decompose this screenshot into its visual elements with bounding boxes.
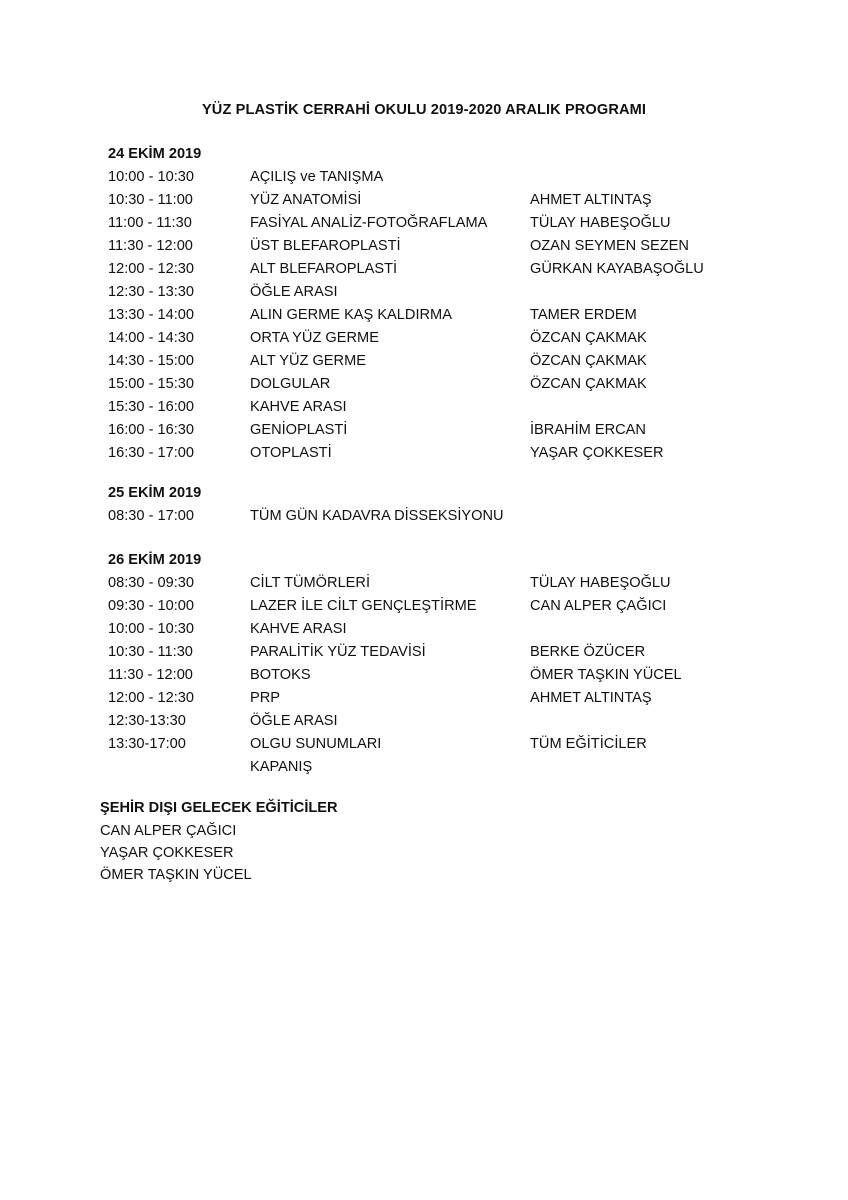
session-time: 12:00 - 12:30 bbox=[108, 261, 195, 277]
schedule-row bbox=[108, 618, 748, 641]
session-speaker: ÖMER TAŞKIN YÜCEL bbox=[530, 667, 682, 683]
schedule-row bbox=[108, 442, 748, 465]
session-time: 10:00 - 10:30 bbox=[108, 621, 195, 637]
day-heading: 25 EKİM 2019 bbox=[108, 485, 202, 501]
day-section-26-ekim bbox=[108, 549, 748, 779]
session-speaker: YAŞAR ÇOKKESER bbox=[530, 445, 664, 461]
session-time: 13:30-17:00 bbox=[108, 736, 186, 752]
session-time: 13:30 - 14:00 bbox=[108, 307, 195, 323]
guest-trainers-section bbox=[100, 797, 338, 886]
schedule-row bbox=[108, 572, 748, 595]
schedule-row bbox=[108, 419, 748, 442]
schedule-row bbox=[108, 189, 748, 212]
session-speaker: ÖZCAN ÇAKMAK bbox=[530, 353, 647, 369]
session-speaker: ÖZCAN ÇAKMAK bbox=[530, 376, 647, 392]
session-time: 11:00 - 11:30 bbox=[108, 215, 192, 231]
session-speaker: CAN ALPER ÇAĞICI bbox=[530, 598, 667, 614]
session-time: 12:00 - 12:30 bbox=[108, 690, 195, 706]
session-time: 15:00 - 15:30 bbox=[108, 376, 195, 392]
session-topic: DOLGULAR bbox=[250, 376, 331, 392]
session-topic: ALIN GERME KAŞ KALDIRMA bbox=[250, 307, 452, 323]
schedule-row bbox=[108, 212, 748, 235]
schedule-row bbox=[108, 396, 748, 419]
schedule-row bbox=[108, 281, 748, 304]
session-time: 12:30-13:30 bbox=[108, 713, 186, 729]
schedule-row bbox=[108, 505, 748, 528]
page-title: YÜZ PLASTİK CERRAHİ OKULU 2019-2020 ARALIK PROGRAMI bbox=[201, 102, 647, 118]
session-time: 14:30 - 15:00 bbox=[108, 353, 195, 369]
session-time: 09:30 - 10:00 bbox=[108, 598, 195, 614]
session-topic: OLGU SUNUMLARI bbox=[250, 736, 382, 752]
session-time: 10:00 - 10:30 bbox=[108, 169, 195, 185]
schedule-rows bbox=[108, 505, 748, 528]
schedule-row bbox=[108, 733, 748, 756]
session-topic: GENİOPLASTİ bbox=[250, 422, 348, 438]
schedule-row bbox=[108, 641, 748, 664]
session-topic: AÇILIŞ ve TANIŞMA bbox=[250, 169, 384, 185]
guest-trainer: YAŞAR ÇOKKESER bbox=[100, 845, 234, 861]
session-time: 08:30 - 17:00 bbox=[108, 508, 195, 524]
day-heading: 24 EKİM 2019 bbox=[108, 146, 202, 162]
guest-trainer: ÖMER TAŞKIN YÜCEL bbox=[100, 867, 252, 883]
session-time: 14:00 - 14:30 bbox=[108, 330, 195, 346]
session-speaker: GÜRKAN KAYABAŞOĞLU bbox=[530, 261, 704, 277]
session-speaker: AHMET ALTINTAŞ bbox=[530, 192, 652, 208]
schedule-row bbox=[108, 756, 748, 779]
guest-trainers-heading: ŞEHİR DIŞI GELECEK EĞİTİCİLER bbox=[100, 800, 338, 816]
session-speaker: TÜLAY HABEŞOĞLU bbox=[530, 575, 671, 591]
session-topic: FASİYAL ANALİZ-FOTOĞRAFLAMA bbox=[250, 215, 488, 231]
session-speaker: BERKE ÖZÜCER bbox=[530, 644, 646, 660]
session-speaker: TÜLAY HABEŞOĞLU bbox=[530, 215, 671, 231]
day-section-24-ekim bbox=[108, 143, 748, 465]
session-topic: ÜST BLEFAROPLASTİ bbox=[250, 238, 401, 254]
schedule-row bbox=[108, 373, 748, 396]
session-topic: CİLT TÜMÖRLERİ bbox=[250, 575, 371, 591]
session-time: 11:30 - 12:00 bbox=[108, 667, 193, 683]
session-topic: TÜM GÜN KADAVRA DİSSEKSİYONU bbox=[250, 508, 504, 524]
session-topic: ALT BLEFAROPLASTİ bbox=[250, 261, 398, 277]
session-speaker: AHMET ALTINTAŞ bbox=[530, 690, 652, 706]
session-speaker: TAMER ERDEM bbox=[530, 307, 637, 323]
guest-trainer: CAN ALPER ÇAĞICI bbox=[100, 823, 237, 839]
session-time: 10:30 - 11:00 bbox=[108, 192, 193, 208]
session-speaker: OZAN SEYMEN SEZEN bbox=[530, 238, 689, 254]
session-topic: PRP bbox=[250, 690, 281, 706]
day-section-25-ekim bbox=[108, 482, 748, 528]
session-speaker: ÖZCAN ÇAKMAK bbox=[530, 330, 647, 346]
session-time: 16:00 - 16:30 bbox=[108, 422, 195, 438]
session-speaker: İBRAHİM ERCAN bbox=[530, 422, 646, 438]
schedule-row bbox=[108, 664, 748, 687]
session-speaker: TÜM EĞİTİCİLER bbox=[530, 736, 647, 752]
session-time: 16:30 - 17:00 bbox=[108, 445, 195, 461]
session-topic: KAHVE ARASI bbox=[250, 621, 347, 637]
schedule-row bbox=[108, 327, 748, 350]
session-topic: LAZER İLE CİLT GENÇLEŞTİRME bbox=[250, 598, 477, 614]
schedule-row bbox=[108, 595, 748, 618]
session-topic: ORTA YÜZ GERME bbox=[250, 330, 379, 346]
session-topic: KAPANIŞ bbox=[250, 759, 313, 775]
schedule-rows bbox=[108, 166, 748, 465]
session-topic: OTOPLASTİ bbox=[250, 445, 332, 461]
session-topic: YÜZ ANATOMİSİ bbox=[250, 192, 362, 208]
schedule-rows bbox=[108, 572, 748, 779]
day-heading: 26 EKİM 2019 bbox=[108, 552, 202, 568]
session-time: 15:30 - 16:00 bbox=[108, 399, 195, 415]
schedule-row bbox=[108, 235, 748, 258]
schedule-row bbox=[108, 350, 748, 373]
schedule-row bbox=[108, 304, 748, 327]
session-topic: ALT YÜZ GERME bbox=[250, 353, 366, 369]
schedule-row bbox=[108, 710, 748, 733]
session-time: 11:30 - 12:00 bbox=[108, 238, 193, 254]
session-topic: KAHVE ARASI bbox=[250, 399, 347, 415]
session-time: 10:30 - 11:30 bbox=[108, 644, 193, 660]
session-topic: PARALİTİK YÜZ TEDAVİSİ bbox=[250, 644, 426, 660]
session-topic: ÖĞLE ARASI bbox=[250, 713, 338, 729]
schedule-row bbox=[108, 687, 748, 710]
session-time: 12:30 - 13:30 bbox=[108, 284, 195, 300]
schedule-row bbox=[108, 258, 748, 281]
session-topic: ÖĞLE ARASI bbox=[250, 284, 338, 300]
session-time: 08:30 - 09:30 bbox=[108, 575, 195, 591]
schedule-row bbox=[108, 166, 748, 189]
session-topic: BOTOKS bbox=[250, 667, 311, 683]
